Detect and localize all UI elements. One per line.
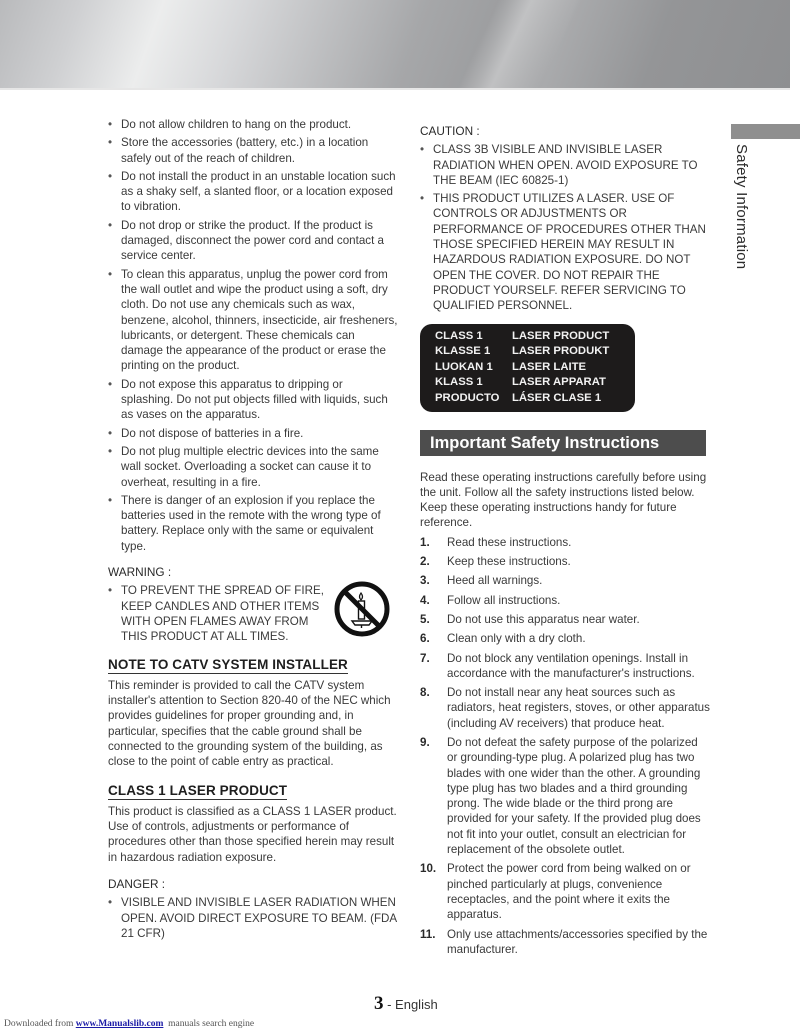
list-item: • There is danger of an explosion if you replace the batteries used in the remote with the wrong type of battery. Replace only with the same or equivalent type. (108, 493, 398, 554)
item-number: 1. (420, 535, 430, 549)
section-tab-marker (731, 124, 800, 139)
list-item: • Do not allow children to hang on the product. (108, 117, 398, 132)
item-number: 8. (420, 686, 430, 700)
laser-label-row (435, 344, 635, 360)
laser-label-row (435, 375, 635, 391)
warning-text: • TO PREVENT THE SPREAD OF FIRE, KEEP CANDLES AND OTHER ITEMS WITH OPEN FLAMES AWAY FROM THIS PRODUCT AT ALL TIMES. (108, 583, 326, 644)
item-text: Read these instructions. (447, 535, 572, 549)
catv-heading: NOTE TO CATV SYSTEM INSTALLER (108, 657, 348, 674)
important-intro: Read these operating instructions carefully before using the unit. Follow all the safety instructions listed below. Keep these operating instructions handy for future reference. (420, 470, 707, 530)
warning-list (108, 583, 326, 644)
safety-bullet-list (108, 117, 398, 554)
caution-label: CAUTION : (420, 124, 480, 138)
section-tab-label: Safety Information (733, 144, 750, 270)
catv-text: This reminder is provided to call the CATV system installer's attention to Section 820-40 of the NEC which provides guidelines for proper grounding and, in particular, specifies that the cable ground shall be connected to the grounding system of the building, as close to the point of cable entry as practical. (108, 678, 391, 769)
item-text: Do not install near any heat sources such as radiators, heat registers, stoves, or other apparatus (including AV receivers) that produce heat. (447, 686, 710, 730)
footer-suffix: manuals search engine (163, 1019, 255, 1029)
item-text: Do not defeat the safety purpose of the polarized or grounding-type plug. A polarized plug has two blades with one wider than the other. A grounding type plug has two blades and a third grounding prong. The wide blade or the third prong are provided for your safety. If the provided plug does not fit into your outlet, consult an electrician for replacement of the obsolete outlet. (447, 735, 701, 857)
item-text: Do not block any ventilation openings. Install in accordance with the manufacturer's instructions. (447, 651, 695, 680)
list-item: • Do not expose this apparatus to dripping or splashing. Do not put objects filled with liquids, such as vases on the apparatus. (108, 377, 398, 423)
item-number: 10. (420, 862, 437, 876)
page-language: - English (383, 997, 438, 1012)
item-text: Heed all warnings. (447, 574, 543, 588)
list-item: • Do not plug multiple electric devices into the same wall socket. Overloading a socket can cause it to overheat, resulting in a fire. (108, 444, 398, 490)
item-text: Follow all instructions. (447, 593, 561, 607)
laser-label-row (435, 329, 635, 345)
list-item: • Do not dispose of batteries in a fire. (108, 426, 398, 441)
laser-label-left: KLASSE 1 (435, 345, 491, 358)
list-item: • THIS PRODUCT UTILIZES A LASER. USE OF CONTROLS OR ADJUSTMENTS OR PERFORMANCE OF PROCEDURES OTHER THAN THOSE SPECIFIED HEREIN MAY RESULT IN HAZARDOUS RADIATION EXPOSURE. DO NOT OPEN THE COVER. DO NOT REPAIR THE PRODUCT YOURSELF. REFER SERVICING TO QUALIFIED PERSONNEL. (420, 191, 710, 313)
right-column (420, 124, 710, 961)
banner-divider (0, 88, 790, 90)
warning-label: WARNING : (108, 565, 172, 580)
list-item: • Do not drop or strike the product. If the product is damaged, disconnect the power cord and contact a service center. (108, 218, 398, 264)
list-item (420, 573, 710, 588)
laser-label-left: KLASS 1 (435, 376, 483, 389)
item-text: Clean only with a dry cloth. (447, 632, 586, 646)
list-item (420, 927, 710, 958)
item-text: Protect the power cord from being walked on or pinched particularly at plugs, convenience receptacles, and the point where it exits the apparatus. (447, 862, 691, 922)
laser-label-left: CLASS 1 (435, 329, 483, 342)
footer-prefix: Downloaded from (4, 1019, 76, 1029)
item-number: 3. (420, 574, 430, 588)
laser-label-right: LASER PRODUKT (512, 345, 610, 358)
item-number: 2. (420, 555, 430, 569)
laser-label-left: PRODUCTO (435, 391, 500, 404)
list-item (420, 735, 710, 857)
warning-section (108, 565, 398, 644)
safety-instructions-list (420, 535, 710, 957)
left-column (108, 117, 398, 944)
laser-label-right: LASER APPARAT (512, 376, 606, 389)
item-text: Do not use this apparatus near water. (447, 612, 640, 626)
class1-section (108, 783, 398, 865)
class1-heading: CLASS 1 LASER PRODUCT (108, 783, 287, 800)
list-item (420, 612, 710, 627)
item-text: Only use attachments/accessories specified by the manufacturer. (447, 927, 708, 956)
laser-label-left: LUOKAN 1 (435, 360, 493, 373)
list-item (420, 535, 710, 550)
item-number: 9. (420, 735, 430, 749)
no-open-flame-icon (334, 581, 390, 637)
item-number: 11. (420, 927, 436, 941)
list-item (420, 651, 710, 682)
class1-text: This product is classified as a CLASS 1 LASER product. Use of controls, adjustments or performance of procedures other than those specified herein may result in hazardous radiation exposure. (108, 804, 397, 864)
page-number-value: 3 (374, 993, 384, 1014)
danger-list (108, 895, 398, 941)
laser-label-right: LASER LAITE (512, 360, 587, 373)
download-footer (4, 1019, 254, 1029)
catv-section (108, 657, 398, 770)
list-item (420, 593, 710, 608)
caution-list (420, 142, 710, 313)
item-number: 7. (420, 651, 430, 665)
list-item: • Do not install the product in an unstable location such as a shaky self, a slanted floor, or a location exposed to vibration. (108, 169, 398, 215)
manualslib-link[interactable]: www.Manualslib.com (75, 1019, 164, 1029)
laser-label-row (435, 391, 635, 407)
header-banner (0, 0, 790, 88)
laser-class-label (420, 324, 635, 412)
page-number (374, 993, 438, 1015)
item-number: 6. (420, 632, 430, 646)
danger-section (108, 877, 398, 941)
list-item (420, 685, 710, 731)
list-item: • To clean this apparatus, unplug the power cord from the wall outlet and wipe the product using a soft, dry cloth. Do not use any chemicals such as wax, benzene, alcohol, thinners, insecticide, air fresheners, lubricants, or detergent. These chemicals can damage the appearance of the product or erase the printing on the product. (108, 267, 398, 374)
list-item (420, 631, 710, 646)
laser-label-right: LASER PRODUCT (512, 329, 610, 342)
item-text: Keep these instructions. (447, 555, 571, 569)
important-safety-heading: Important Safety Instructions (420, 430, 706, 456)
list-item (420, 861, 710, 922)
item-number: 4. (420, 593, 430, 607)
list-item: • Store the accessories (battery, etc.) in a location safely out of the reach of children. (108, 135, 398, 166)
laser-label-right: LÁSER CLASE 1 (512, 391, 602, 404)
list-item (420, 554, 710, 569)
laser-label-row (435, 360, 635, 376)
item-number: 5. (420, 612, 430, 626)
list-item: • CLASS 3B VISIBLE AND INVISIBLE LASER RADIATION WHEN OPEN. AVOID EXPOSURE TO THE BEAM (IEC 60825-1) (420, 142, 710, 188)
danger-label: DANGER : (108, 877, 166, 892)
danger-text: • VISIBLE AND INVISIBLE LASER RADIATION WHEN OPEN. AVOID DIRECT EXPOSURE TO BEAM. (FDA 21 CFR) (108, 895, 398, 941)
